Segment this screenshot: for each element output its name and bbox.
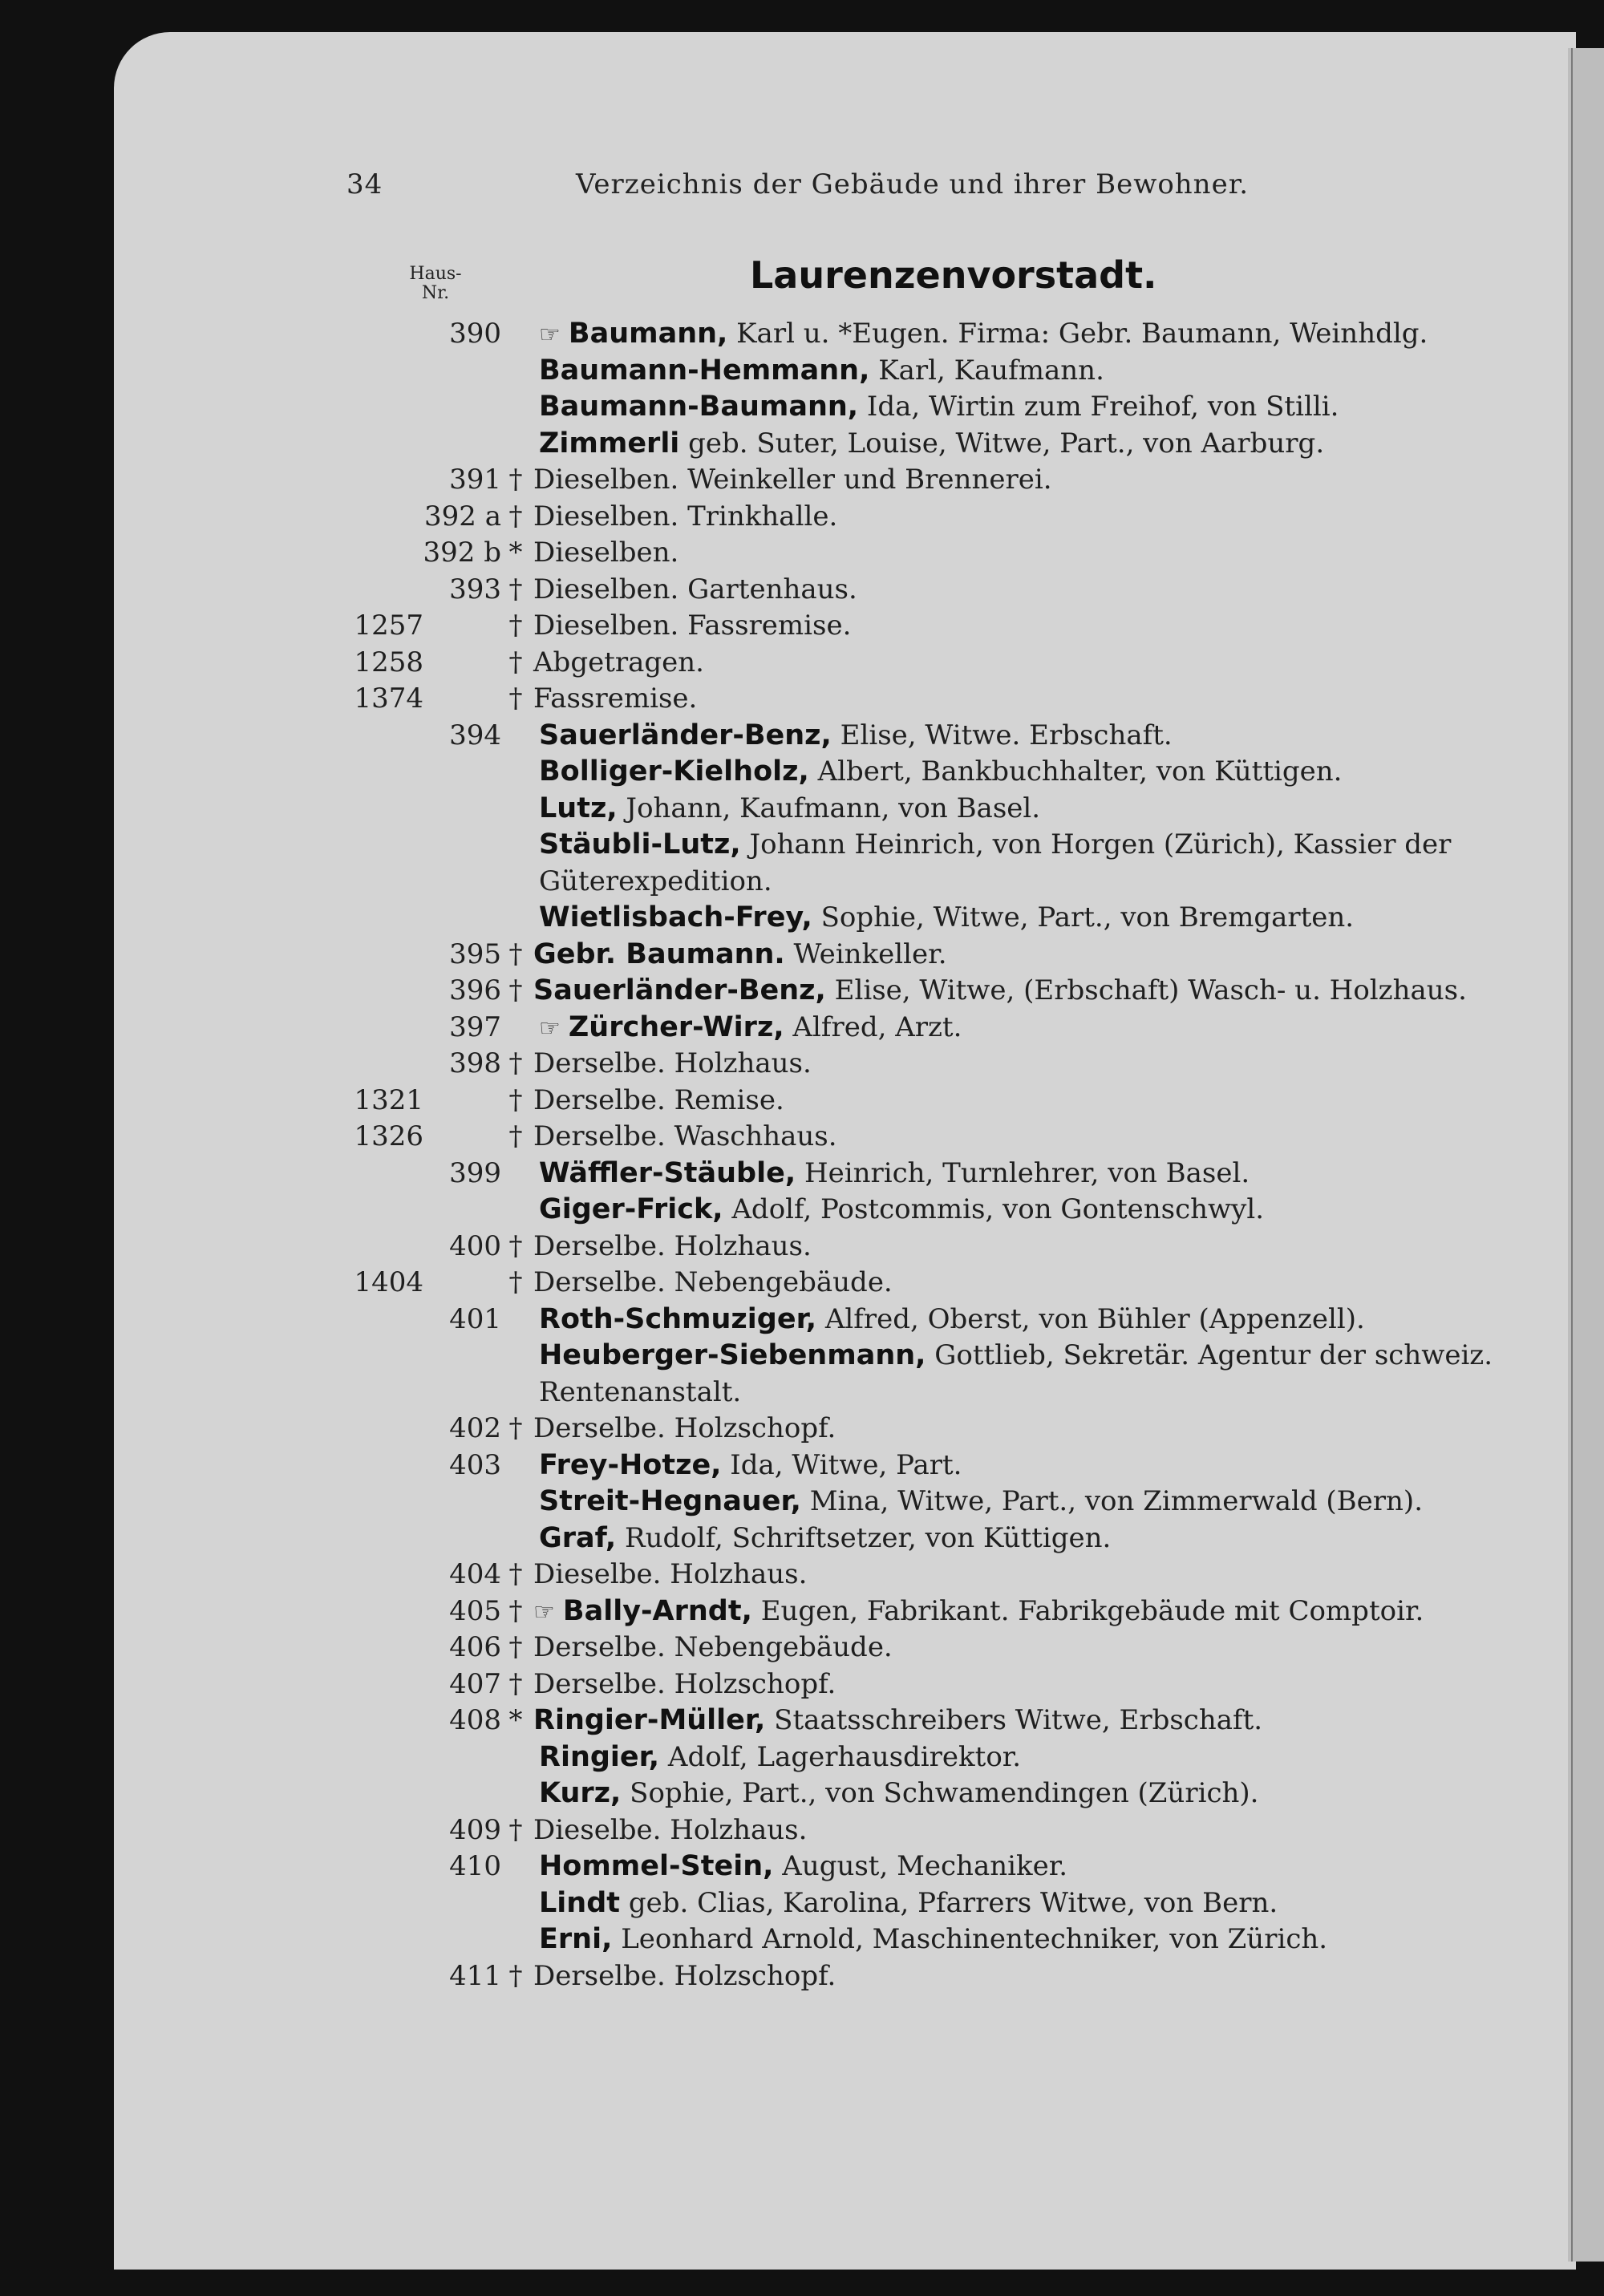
entry-description: August, Mechaniker. xyxy=(773,1850,1068,1882)
entry-row xyxy=(0,938,1572,975)
resident-name: Wäffler-Stäuble, xyxy=(539,1156,796,1189)
entry-description: Alfred, Arzt. xyxy=(784,1010,962,1043)
entry-description: Alfred, Oberst, von Bühler (Appenzell). xyxy=(816,1302,1365,1335)
house-number: 394 xyxy=(449,719,501,751)
outer-house-number: 1258 xyxy=(354,646,423,678)
dagger-mark: † xyxy=(508,1412,523,1444)
house-number: 410 xyxy=(449,1850,501,1882)
entry-description: Ida, Witwe, Part. xyxy=(721,1448,962,1481)
entry-row xyxy=(0,391,1572,427)
entry-row xyxy=(0,755,1572,792)
entry-description: Weinkeller. xyxy=(784,937,947,970)
entry-row xyxy=(0,1303,1572,1340)
entry-text xyxy=(533,1120,837,1152)
entry-row xyxy=(0,1339,1572,1376)
dagger-mark: † xyxy=(508,1120,523,1152)
entry-text xyxy=(539,1485,1423,1517)
entry-text xyxy=(533,1595,1424,1627)
entry-row xyxy=(0,1193,1572,1230)
resident-name: Zürcher-Wirz, xyxy=(568,1010,784,1043)
entry-text xyxy=(539,1887,1278,1919)
entry-description: Dieselben. Weinkeller und Brennerei. xyxy=(533,464,1052,496)
entry-row xyxy=(0,573,1572,610)
entry-description: Abgetragen. xyxy=(533,646,704,678)
resident-name: Ringier-Müller, xyxy=(533,1704,766,1736)
dagger-mark: † xyxy=(508,1667,523,1700)
entry-description: Dieselbe. Holzhaus. xyxy=(533,1558,808,1590)
resident-name: Kurz, xyxy=(539,1777,622,1809)
house-number: 400 xyxy=(449,1229,501,1262)
house-number: 399 xyxy=(449,1156,501,1189)
entry-description: Albert, Bankbuchhalter, von Küttigen. xyxy=(808,755,1343,788)
entry-row xyxy=(0,682,1572,719)
entry-text xyxy=(539,1741,1021,1773)
entry-description: Johann Heinrich, von Horgen (Zürich), Kassier der xyxy=(740,828,1452,860)
house-number: 408 xyxy=(449,1704,501,1736)
entry-text xyxy=(539,391,1339,423)
entry-row xyxy=(0,1923,1572,1960)
entry-description: Karl, Kaufmann. xyxy=(869,354,1104,387)
dagger-mark: † xyxy=(508,1631,523,1663)
house-number: 409 xyxy=(449,1813,501,1846)
entry-row xyxy=(0,1047,1572,1084)
house-number: 397 xyxy=(449,1010,501,1043)
dagger-mark: † xyxy=(508,682,523,715)
dagger-mark: † xyxy=(508,937,523,970)
outer-house-number: 1257 xyxy=(354,609,423,642)
entry-text xyxy=(539,427,1324,460)
dagger-mark: † xyxy=(508,1229,523,1262)
entry-row xyxy=(0,1887,1572,1924)
entry-text xyxy=(533,537,678,569)
entry-row xyxy=(0,1485,1572,1522)
house-number: 395 xyxy=(449,937,501,970)
entry-row xyxy=(0,1850,1572,1887)
resident-name: Giger-Frick, xyxy=(539,1193,723,1225)
entry-row xyxy=(0,1704,1572,1741)
house-number: 402 xyxy=(449,1412,501,1444)
entry-text xyxy=(539,719,1173,751)
entry-description: Dieselben. Gartenhaus. xyxy=(533,573,857,605)
column-header-line2: Nr. xyxy=(421,283,450,303)
entry-row xyxy=(0,1631,1572,1668)
resident-name: Gebr. Baumann. xyxy=(533,937,785,970)
entry-description: Rudolf, Schriftsetzer, von Küttigen. xyxy=(616,1521,1112,1554)
entry-row xyxy=(0,1960,1572,1997)
dagger-mark: † xyxy=(508,1083,523,1116)
entry-description: Derselbe. Nebengebäude. xyxy=(533,1266,893,1298)
asterisk-mark: * xyxy=(508,537,523,569)
entry-description: Gottlieb, Sekretär. Agentur der schweiz. xyxy=(926,1339,1493,1371)
column-header-line1: Haus- xyxy=(409,264,462,284)
entry-text xyxy=(533,1558,807,1590)
resident-name: Hommel-Stein, xyxy=(539,1850,774,1882)
entry-row xyxy=(0,1741,1572,1778)
entry-text xyxy=(539,1339,1493,1371)
entry-text xyxy=(539,354,1104,387)
dagger-mark: † xyxy=(508,500,523,532)
resident-name: Baumann-Baumann, xyxy=(539,391,859,423)
entry-row xyxy=(0,1011,1572,1048)
entry-text xyxy=(533,1704,1262,1736)
page-number: 34 xyxy=(346,168,383,200)
pointing-hand-icon: ☞ xyxy=(539,1014,561,1043)
resident-name: Bally-Arndt, xyxy=(562,1594,752,1627)
entry-text xyxy=(533,1960,836,1992)
entry-text xyxy=(533,646,704,678)
pointing-hand-icon: ☞ xyxy=(539,321,561,349)
entry-row xyxy=(0,1230,1572,1267)
entry-row xyxy=(0,1814,1572,1851)
entry-description: Staatsschreibers Witwe, Erbschaft. xyxy=(765,1704,1263,1736)
entry-text xyxy=(533,1631,893,1663)
resident-name: Sauerländer-Benz, xyxy=(533,974,826,1006)
column-header xyxy=(383,265,488,303)
entry-description: Johann, Kaufmann, von Basel. xyxy=(617,792,1041,824)
entry-text xyxy=(539,1303,1365,1335)
house-number: 407 xyxy=(449,1667,501,1700)
entry-description: Derselbe. Holzschopf. xyxy=(533,1412,836,1444)
entry-text xyxy=(539,828,1451,860)
house-number: 390 xyxy=(449,318,501,350)
resident-name: Frey-Hotze, xyxy=(539,1448,722,1481)
page-edge xyxy=(1568,48,1604,2262)
entry-text xyxy=(539,1376,741,1408)
entry-description: Dieselben. Fassremise. xyxy=(533,609,852,642)
resident-name: Sauerländer-Benz, xyxy=(539,719,832,751)
entry-row xyxy=(0,1084,1572,1121)
entry-description: geb. Suter, Louise, Witwe, Part., von Aarburg. xyxy=(679,427,1325,460)
entry-row xyxy=(0,1668,1572,1705)
resident-name: Baumann, xyxy=(568,318,728,350)
entry-row xyxy=(0,1376,1572,1413)
entry-text xyxy=(539,1193,1264,1225)
entry-row xyxy=(0,828,1572,865)
entry-description: Derselbe. Waschhaus. xyxy=(533,1120,837,1152)
pointing-hand-icon: ☞ xyxy=(533,1597,555,1626)
entry-description: Leonhard Arnold, Maschinentechniker, von Zürich. xyxy=(612,1923,1328,1955)
entry-text xyxy=(533,974,1467,1006)
house-number: 405 xyxy=(449,1594,501,1627)
running-title: Verzeichnis der Gebäude und ihrer Bewohner. xyxy=(576,168,1250,200)
entry-description: Rentenanstalt. xyxy=(539,1375,742,1408)
entry-description: Adolf, Postcommis, von Gontenschwyl. xyxy=(723,1193,1265,1225)
house-number: 393 xyxy=(449,573,501,605)
entry-text xyxy=(533,1230,812,1262)
entry-row xyxy=(0,537,1572,573)
entry-description: Güterexpedition. xyxy=(539,865,772,897)
entry-row xyxy=(0,1449,1572,1486)
outer-house-number: 1326 xyxy=(354,1120,423,1152)
entry-text xyxy=(539,901,1354,933)
entry-text xyxy=(539,1011,962,1043)
entry-description: Derselbe. Holzschopf. xyxy=(533,1667,836,1700)
resident-name: Stäubli-Lutz, xyxy=(539,828,741,860)
dagger-mark: † xyxy=(508,1047,523,1079)
entry-text xyxy=(533,500,837,532)
entry-text xyxy=(533,1668,836,1700)
house-number: 391 xyxy=(449,464,501,496)
resident-name: Zimmerli xyxy=(539,427,680,460)
house-number: 401 xyxy=(449,1302,501,1335)
dagger-mark: † xyxy=(508,974,523,1006)
dagger-mark: † xyxy=(508,1959,523,1992)
entry-row xyxy=(0,865,1572,902)
entry-description: Karl u. *Eugen. Firma: Gebr. Baumann, Weinhdlg. xyxy=(727,318,1428,350)
entry-description: Adolf, Lagerhausdirektor. xyxy=(659,1740,1022,1773)
dagger-mark: † xyxy=(508,609,523,642)
entry-text xyxy=(539,792,1040,824)
entry-row xyxy=(0,1777,1572,1814)
entry-row xyxy=(0,609,1572,646)
entry-text xyxy=(539,865,772,897)
entry-description: Derselbe. Holzhaus. xyxy=(533,1047,812,1079)
entry-text xyxy=(539,1850,1067,1882)
resident-name: Lindt xyxy=(539,1886,621,1919)
entry-row xyxy=(0,792,1572,829)
dagger-mark: † xyxy=(508,573,523,605)
entry-text xyxy=(539,318,1428,350)
resident-name: Erni, xyxy=(539,1923,613,1955)
entry-description: Fassremise. xyxy=(533,682,698,715)
entry-description: Derselbe. Holzhaus. xyxy=(533,1229,812,1262)
entry-row xyxy=(0,646,1572,683)
house-number: 411 xyxy=(449,1959,501,1992)
entry-description: Elise, Witwe, (Erbschaft) Wasch- u. Holzhaus. xyxy=(825,974,1467,1006)
entry-row xyxy=(0,719,1572,756)
dagger-mark: † xyxy=(508,1813,523,1846)
resident-name: Wietlisbach-Frey, xyxy=(539,901,812,933)
house-number: 398 xyxy=(449,1047,501,1079)
section-title: Laurenzenvorstadt. xyxy=(750,253,1157,297)
entry-description: Sophie, Part., von Schwamendingen (Zürich). xyxy=(621,1777,1259,1809)
entry-description: Heinrich, Turnlehrer, von Basel. xyxy=(796,1156,1250,1189)
house-number: 396 xyxy=(449,974,501,1006)
entry-row xyxy=(0,1120,1572,1157)
entry-text xyxy=(539,1449,962,1481)
entry-text xyxy=(533,682,697,715)
entry-row xyxy=(0,1522,1572,1559)
dagger-mark: † xyxy=(508,464,523,496)
entry-text xyxy=(533,1084,784,1116)
entry-row xyxy=(0,1266,1572,1303)
resident-name: Graf, xyxy=(539,1521,617,1554)
entry-text xyxy=(533,573,857,605)
dagger-mark: † xyxy=(508,1594,523,1627)
outer-house-number: 1374 xyxy=(354,682,423,715)
entry-row xyxy=(0,1595,1572,1632)
directory-entries xyxy=(0,318,1572,1996)
entry-text xyxy=(539,755,1342,788)
house-number: 406 xyxy=(449,1631,501,1663)
entry-row xyxy=(0,464,1572,500)
entry-row xyxy=(0,318,1572,354)
entry-row xyxy=(0,1412,1572,1449)
entry-description: Dieselbe. Holzhaus. xyxy=(533,1813,808,1846)
entry-row xyxy=(0,427,1572,464)
resident-name: Streit-Hegnauer, xyxy=(539,1485,801,1517)
house-number: 403 xyxy=(449,1448,501,1481)
entry-description: Sophie, Witwe, Part., von Bremgarten. xyxy=(812,901,1355,933)
entry-text xyxy=(533,1412,836,1444)
entry-row xyxy=(0,1558,1572,1595)
resident-name: Roth-Schmuziger, xyxy=(539,1302,817,1335)
entry-description: Dieselben. Trinkhalle. xyxy=(533,500,838,532)
entry-description: Elise, Witwe. Erbschaft. xyxy=(831,719,1173,751)
running-head xyxy=(0,168,1604,200)
dagger-mark: † xyxy=(508,1266,523,1298)
dagger-mark: † xyxy=(508,1558,523,1590)
entry-text xyxy=(533,464,1052,496)
entry-text xyxy=(533,1266,893,1298)
entry-description: Mina, Witwe, Part., von Zimmerwald (Bern). xyxy=(800,1485,1424,1517)
entry-text xyxy=(539,1157,1250,1189)
dagger-mark: † xyxy=(508,646,523,678)
resident-name: Bolliger-Kielholz, xyxy=(539,755,809,788)
entry-row xyxy=(0,974,1572,1011)
outer-house-number: 1321 xyxy=(354,1083,423,1116)
entry-description: Derselbe. Nebengebäude. xyxy=(533,1631,893,1663)
entry-row xyxy=(0,500,1572,537)
house-number: 392 a xyxy=(424,500,501,532)
entry-description: Derselbe. Remise. xyxy=(533,1083,784,1116)
entry-text xyxy=(539,1923,1327,1955)
house-number: 404 xyxy=(449,1558,501,1590)
outer-house-number: 1404 xyxy=(354,1266,423,1298)
entry-text xyxy=(533,1814,807,1846)
entry-description: Eugen, Fabrikant. Fabrikgebäude mit Comptoir. xyxy=(751,1594,1424,1627)
entry-text xyxy=(533,938,947,970)
resident-name: Lutz, xyxy=(539,792,618,824)
entry-row xyxy=(0,1157,1572,1194)
house-number: 392 b xyxy=(423,537,501,569)
entry-description: Derselbe. Holzschopf. xyxy=(533,1959,836,1992)
entry-text xyxy=(533,1047,812,1079)
entry-text xyxy=(539,1777,1258,1809)
resident-name: Ringier, xyxy=(539,1740,660,1773)
asterisk-mark: * xyxy=(508,1704,523,1736)
entry-description: Dieselben. xyxy=(533,537,679,569)
entry-description: Ida, Wirtin zum Freihof, von Stilli. xyxy=(858,391,1339,423)
entry-description: geb. Clias, Karolina, Pfarrers Witwe, von Bern. xyxy=(620,1886,1278,1919)
entry-row xyxy=(0,901,1572,938)
entry-text xyxy=(533,609,851,642)
resident-name: Heuberger-Siebenmann, xyxy=(539,1339,926,1371)
resident-name: Baumann-Hemmann, xyxy=(539,354,870,387)
entry-text xyxy=(539,1522,1111,1554)
entry-row xyxy=(0,354,1572,391)
